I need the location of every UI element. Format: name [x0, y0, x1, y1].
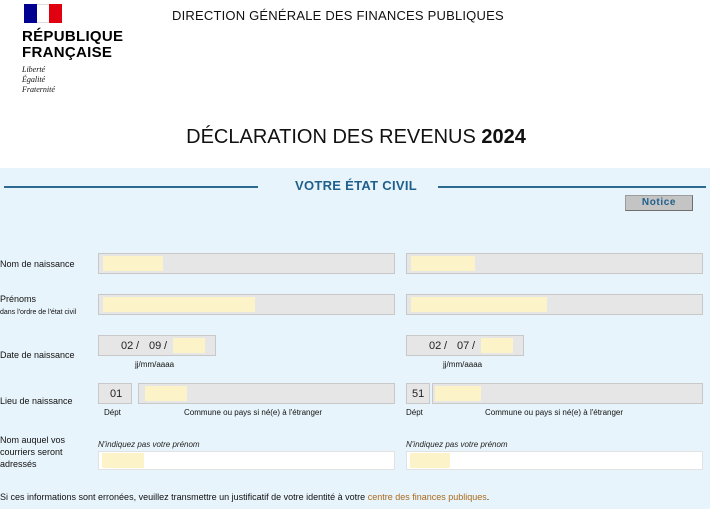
- logo-text: [22, 29, 142, 61]
- first-names-label-text: Prénoms: [0, 294, 37, 304]
- logo-line-2: FRANÇAISE: [22, 44, 113, 61]
- logo-line-1: RÉPUBLIQUE: [22, 28, 124, 45]
- first-names-label: [0, 293, 76, 319]
- etat-civil-section: [0, 168, 710, 509]
- republique-francaise-logo: [22, 4, 142, 95]
- commune-label-1: Commune ou pays si né(e) à l'étranger: [184, 408, 323, 417]
- first-names-hint: dans l'ordre de l'état civil: [0, 309, 77, 316]
- birth-month-2: 07: [457, 340, 470, 352]
- commune-input-2[interactable]: [432, 383, 703, 404]
- date-sep-2b: /: [472, 340, 476, 352]
- motto-liberte: Liberté: [22, 65, 46, 74]
- birth-date-label: Date de naissance: [0, 350, 75, 360]
- mail-name-input-1[interactable]: [98, 451, 395, 470]
- commune-input-1[interactable]: [138, 383, 395, 404]
- birth-place-label: Lieu de naissance: [0, 396, 73, 406]
- motto: [22, 65, 142, 95]
- dept-value-1: 01: [110, 388, 123, 400]
- mail-name-label: Nom auquel vos courriers seront adressés: [0, 435, 66, 469]
- dept-input-1[interactable]: [98, 383, 132, 404]
- date-sep-1b: /: [164, 340, 168, 352]
- motto-fraternite: Fraternité: [22, 85, 55, 94]
- dept-label-1: Dépt: [104, 408, 121, 417]
- birth-name-input-1[interactable]: [98, 253, 395, 274]
- page-title-year: 2024: [481, 126, 526, 148]
- date-sep-2a: /: [444, 340, 448, 352]
- centre-finances-link[interactable]: centre des finances publiques: [367, 492, 487, 502]
- birth-month-1: 09: [149, 340, 162, 352]
- birth-date-input-2[interactable]: [406, 335, 524, 356]
- first-names-input-1[interactable]: [98, 294, 395, 315]
- section-title: VOTRE ÉTAT CIVIL: [294, 178, 418, 193]
- first-names-input-2[interactable]: [406, 294, 703, 315]
- footer-text: Si ces informations sont erronées, veuillez transmettre un justificatif de votre identité à votre: [0, 492, 368, 502]
- birth-name-input-2[interactable]: [406, 253, 703, 274]
- commune-label-2: Commune ou pays si né(e) à l'étranger: [485, 408, 624, 417]
- notice-button[interactable]: Notice: [625, 195, 693, 211]
- mail-hint-2: N'indiquez pas votre prénom: [406, 440, 508, 449]
- birth-day-2: 02: [429, 340, 442, 352]
- page-title-text: DÉCLARATION DES REVENUS: [186, 126, 476, 148]
- mail-name-input-2[interactable]: [406, 451, 703, 470]
- dept-label-2: Dépt: [406, 408, 423, 417]
- footer-note: [0, 492, 489, 502]
- footer-end: .: [486, 492, 490, 502]
- date-format-2: jj/mm/aaaa: [443, 360, 483, 369]
- direction-title: DIRECTION GÉNÉRALE DES FINANCES PUBLIQUES: [172, 8, 504, 23]
- motto-egalite: Égalité: [22, 75, 46, 84]
- page-title: [0, 126, 712, 149]
- birth-date-input-1[interactable]: [98, 335, 216, 356]
- mail-hint-1: N'indiquez pas votre prénom: [98, 440, 200, 449]
- french-flag-icon: [24, 4, 62, 23]
- date-format-1: jj/mm/aaaa: [135, 360, 175, 369]
- date-sep-1a: /: [136, 340, 140, 352]
- dept-input-2[interactable]: [406, 383, 430, 404]
- birth-day-1: 02: [121, 340, 134, 352]
- dept-value-2: 51: [412, 388, 425, 400]
- birth-name-label: Nom de naissance: [0, 259, 75, 269]
